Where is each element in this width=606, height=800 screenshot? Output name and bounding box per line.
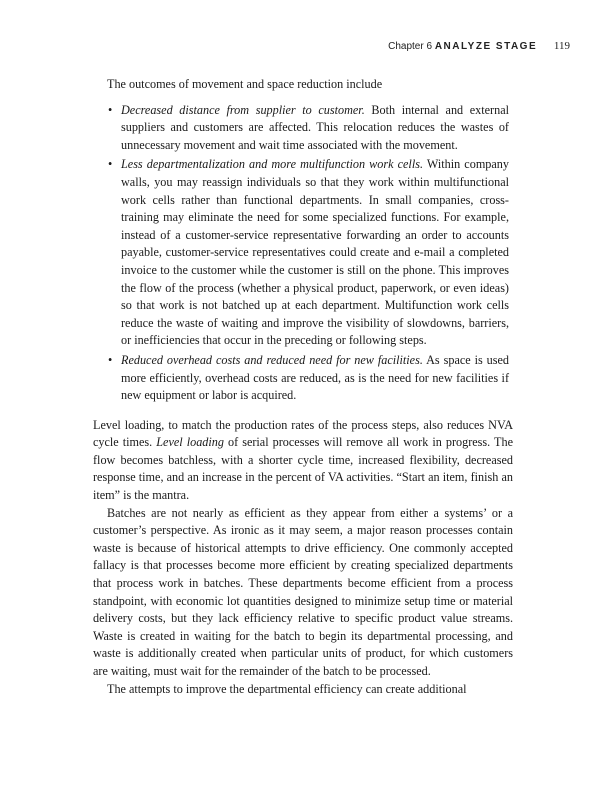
page-number: 119 bbox=[553, 40, 570, 52]
attempts-paragraph: The attempts to improve the departmental efficiency can create additional bbox=[107, 681, 467, 696]
level-loading-term: Level loading bbox=[156, 435, 224, 450]
bullet-list bbox=[93, 102, 513, 405]
bullet-text: Within company walls, you may reassign individuals so that they work within multifunctional work cells rather than functional departments. In small companies, cross-training may eliminate the need for some specialized functions. For example, instead of a customer-service representative forwarding an order to accounts payable, customer-service representatives could create and e-mail a completed invoice to the customer while the customer is still on the phone. This improves the flow of the process (whether a physical product, paperwork, or even ideas) so that work is not batched up at each department. Multifunction work cells reduce the waste of waiting and improve the visibility of slowdowns, barriers, or inefficiencies that occur in the preceding or following steps. bbox=[121, 157, 509, 348]
page-body bbox=[93, 76, 513, 698]
bullet-term: Decreased distance from supplier to customer. bbox=[121, 102, 365, 117]
bullet-term: Less departmentalization and more multifunction work cells. bbox=[121, 157, 423, 172]
bullet-text: Both internal and external suppliers and customers are affected. This relocation reduces the wastes of unnecessary movement and wait time associated with the movement. bbox=[121, 102, 509, 152]
paragraph-text: of serial processes will remove all work in progress. The flow becomes batchless, with a shorter cycle time, increased flexibility, decreased response time, and an increase in the percent of VA activities. “Start an item, finish an item” is the mantra. bbox=[93, 435, 513, 503]
list-item bbox=[93, 156, 513, 350]
level-loading-paragraph bbox=[93, 417, 513, 505]
list-item bbox=[93, 102, 513, 155]
batches-paragraph: Batches are not nearly as efficient as they appear from either a systems’ or a customer’s perspective. As ironic as it may seem, a major reason processes contain waste is because of historical attempts to drive efficiency. One commonly accepted fallacy is that processes become more efficient by creating specialized departments that process work in batches. These departments become efficient from a process standpoint, with economic lot quantities designed to minimize setup time or material delivery costs, but they lack efficiency relative to specific product value streams. Waste is created in waiting for the batch to begin its departmental processing, and waste is additionally created when particular units of product, for which customers are waiting, must wait for the remainder of the batch to be processed. bbox=[93, 505, 513, 678]
chapter-label: Chapter 6 bbox=[388, 41, 433, 52]
bullet-term: Reduced overhead costs and reduced need for new facilities. bbox=[121, 352, 423, 367]
list-item bbox=[93, 352, 513, 405]
chapter-title: ANALYZE STAGE bbox=[434, 41, 538, 52]
bullet-text: As space is used more efficiently, overhead costs are reduced, as is the need for new facilities if new equipment or labor is acquired. bbox=[121, 352, 510, 403]
paragraph-text: Level loading, to match the production rates of the process steps, also reduces NVA cycle times. bbox=[93, 417, 513, 450]
intro-paragraph: The outcomes of movement and space reduction include bbox=[107, 77, 383, 91]
running-header bbox=[388, 40, 570, 52]
